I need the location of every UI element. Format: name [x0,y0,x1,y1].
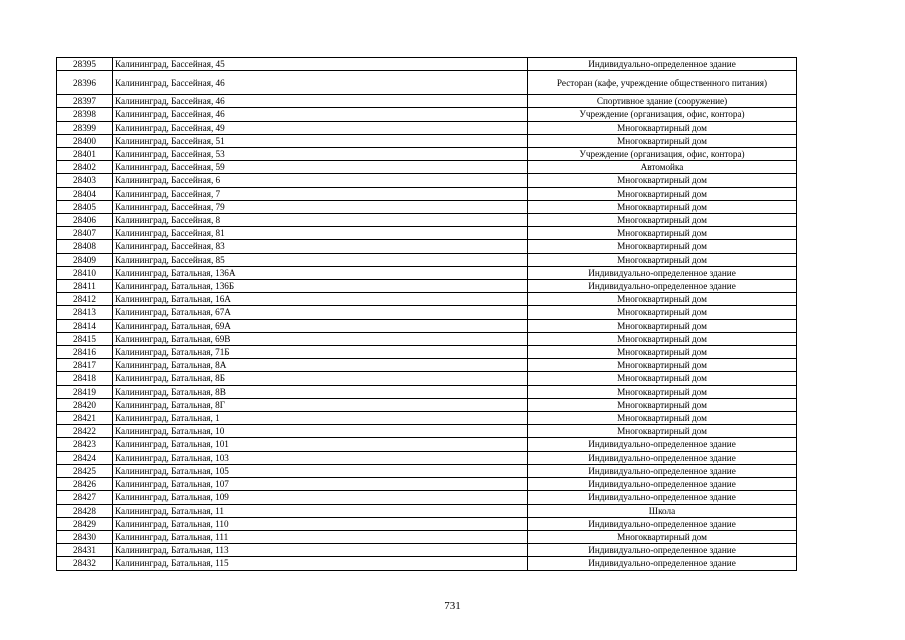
table-row [57,174,797,187]
table-row [57,425,797,438]
cell-address: Калининград, Батальная, 113 [113,544,528,557]
cell-id: 28417 [57,359,113,372]
cell-address: Калининград, Батальная, 8Г [113,398,528,411]
cell-address: Калининград, Батальная, 136А [113,266,528,279]
table-row [57,227,797,240]
cell-id: 28401 [57,148,113,161]
cell-id: 28415 [57,332,113,345]
cell-address: Калининград, Батальная, 71Б [113,346,528,359]
cell-object-type: Многоквартирный дом [528,425,797,438]
cell-object-type: Многоквартирный дом [528,214,797,227]
table-row [57,398,797,411]
cell-address: Калининград, Бассейная, 46 [113,95,528,108]
table-row [57,557,797,570]
table-row [57,372,797,385]
table-row [57,544,797,557]
cell-object-type: Индивидуально-определенное здание [528,438,797,451]
table-row [57,319,797,332]
table-row [57,200,797,213]
table-row [57,491,797,504]
cell-id: 28397 [57,95,113,108]
cell-id: 28418 [57,372,113,385]
cell-address: Калининград, Бассейная, 6 [113,174,528,187]
table-row [57,306,797,319]
cell-object-type: Индивидуально-определенное здание [528,491,797,504]
cell-id: 28427 [57,491,113,504]
cell-id: 28404 [57,187,113,200]
cell-object-type: Многоквартирный дом [528,530,797,543]
table-row [57,121,797,134]
table-row [57,530,797,543]
cell-id: 28408 [57,240,113,253]
table-row [57,504,797,517]
cell-id: 28413 [57,306,113,319]
cell-object-type: Многоквартирный дом [528,174,797,187]
table-row [57,108,797,121]
registry-table [56,57,797,571]
cell-id: 28424 [57,451,113,464]
cell-id: 28398 [57,108,113,121]
table-row [57,451,797,464]
table-row [57,346,797,359]
cell-id: 28410 [57,266,113,279]
table-row [57,214,797,227]
table-row [57,438,797,451]
cell-address: Калининград, Бассейная, 51 [113,134,528,147]
table-row [57,95,797,108]
cell-object-type: Многоквартирный дом [528,346,797,359]
cell-object-type: Индивидуально-определенное здание [528,517,797,530]
cell-object-type: Многоквартирный дом [528,293,797,306]
cell-id: 28402 [57,161,113,174]
cell-id: 28422 [57,425,113,438]
cell-object-type: Школа [528,504,797,517]
table-row [57,134,797,147]
cell-object-type: Многоквартирный дом [528,240,797,253]
cell-address: Калининград, Бассейная, 53 [113,148,528,161]
cell-object-type: Индивидуально-определенное здание [528,58,797,71]
cell-id: 28414 [57,319,113,332]
cell-id: 28416 [57,346,113,359]
table-row [57,478,797,491]
cell-object-type: Многоквартирный дом [528,319,797,332]
cell-id: 28421 [57,412,113,425]
cell-address: Калининград, Батальная, 103 [113,451,528,464]
cell-address: Калининград, Батальная, 8В [113,385,528,398]
cell-address: Калининград, Батальная, 111 [113,530,528,543]
cell-id: 28432 [57,557,113,570]
table-row [57,148,797,161]
cell-address: Калининград, Батальная, 109 [113,491,528,504]
cell-object-type: Учреждение (организация, офис, контора) [528,148,797,161]
cell-object-type: Многоквартирный дом [528,200,797,213]
cell-object-type: Многоквартирный дом [528,412,797,425]
cell-address: Калининград, Бассейная, 45 [113,58,528,71]
cell-id: 28426 [57,478,113,491]
registry-table-body [57,58,797,571]
cell-id: 28399 [57,121,113,134]
cell-address: Калининград, Батальная, 8Б [113,372,528,385]
cell-id: 28420 [57,398,113,411]
cell-id: 28406 [57,214,113,227]
table-row [57,161,797,174]
cell-object-type: Многоквартирный дом [528,134,797,147]
cell-address: Калининград, Батальная, 16А [113,293,528,306]
table-row [57,412,797,425]
table-row [57,71,797,95]
cell-address: Калининград, Батальная, 69В [113,332,528,345]
cell-id: 28425 [57,464,113,477]
cell-id: 28428 [57,504,113,517]
cell-object-type: Многоквартирный дом [528,372,797,385]
cell-address: Калининград, Батальная, 69А [113,319,528,332]
table-row [57,332,797,345]
table-row [57,359,797,372]
cell-id: 28423 [57,438,113,451]
cell-object-type: Спортивное здание (сооружение) [528,95,797,108]
cell-address: Калининград, Бассейная, 46 [113,71,528,95]
cell-id: 28403 [57,174,113,187]
table-row [57,187,797,200]
cell-address: Калининград, Батальная, 10 [113,425,528,438]
cell-object-type: Многоквартирный дом [528,121,797,134]
cell-address: Калининград, Бассейная, 8 [113,214,528,227]
cell-id: 28429 [57,517,113,530]
cell-object-type: Индивидуально-определенное здание [528,451,797,464]
cell-object-type: Многоквартирный дом [528,398,797,411]
table-row [57,280,797,293]
table-row [57,385,797,398]
cell-id: 28431 [57,544,113,557]
cell-id: 28407 [57,227,113,240]
cell-object-type: Многоквартирный дом [528,359,797,372]
cell-address: Калининград, Батальная, 107 [113,478,528,491]
cell-address: Калининград, Бассейная, 81 [113,227,528,240]
table-row [57,266,797,279]
cell-object-type: Ресторан (кафе, учреждение общественного питания) [528,71,797,95]
cell-id: 28409 [57,253,113,266]
cell-id: 28411 [57,280,113,293]
cell-address: Калининград, Бассейная, 7 [113,187,528,200]
cell-id: 28395 [57,58,113,71]
table-row [57,58,797,71]
cell-address: Калининград, Батальная, 105 [113,464,528,477]
cell-address: Калининград, Батальная, 110 [113,517,528,530]
cell-object-type: Автомойка [528,161,797,174]
cell-address: Калининград, Батальная, 101 [113,438,528,451]
cell-object-type: Учреждение (организация, офис, контора) [528,108,797,121]
cell-object-type: Индивидуально-определенное здание [528,544,797,557]
cell-address: Калининград, Батальная, 115 [113,557,528,570]
cell-id: 28400 [57,134,113,147]
cell-object-type: Многоквартирный дом [528,187,797,200]
cell-object-type: Многоквартирный дом [528,306,797,319]
table-row [57,517,797,530]
page-number: 731 [444,600,461,612]
cell-address: Калининград, Бассейная, 85 [113,253,528,266]
table-row [57,464,797,477]
cell-object-type: Многоквартирный дом [528,253,797,266]
cell-address: Калининград, Бассейная, 46 [113,108,528,121]
cell-address: Калининград, Батальная, 1 [113,412,528,425]
cell-object-type: Индивидуально-определенное здание [528,557,797,570]
cell-address: Калининград, Батальная, 67А [113,306,528,319]
cell-address: Калининград, Бассейная, 59 [113,161,528,174]
cell-id: 28396 [57,71,113,95]
cell-id: 28405 [57,200,113,213]
cell-address: Калининград, Батальная, 8А [113,359,528,372]
cell-address: Калининград, Бассейная, 49 [113,121,528,134]
cell-address: Калининград, Батальная, 136Б [113,280,528,293]
cell-object-type: Индивидуально-определенное здание [528,280,797,293]
table-row [57,240,797,253]
cell-id: 28412 [57,293,113,306]
cell-object-type: Многоквартирный дом [528,227,797,240]
cell-address: Калининград, Бассейная, 79 [113,200,528,213]
cell-address: Калининград, Бассейная, 83 [113,240,528,253]
cell-object-type: Индивидуально-определенное здание [528,266,797,279]
cell-object-type: Многоквартирный дом [528,385,797,398]
cell-address: Калининград, Батальная, 11 [113,504,528,517]
table-row [57,253,797,266]
cell-object-type: Индивидуально-определенное здание [528,478,797,491]
cell-object-type: Индивидуально-определенное здание [528,464,797,477]
cell-id: 28430 [57,530,113,543]
table-row [57,293,797,306]
cell-id: 28419 [57,385,113,398]
cell-object-type: Многоквартирный дом [528,332,797,345]
